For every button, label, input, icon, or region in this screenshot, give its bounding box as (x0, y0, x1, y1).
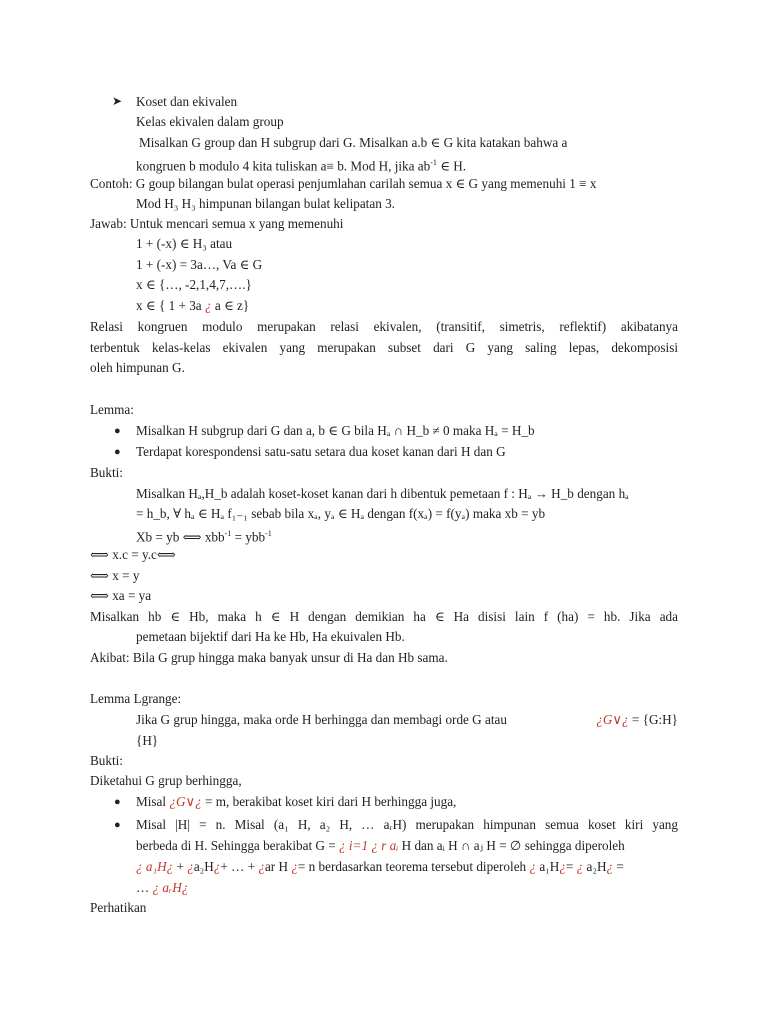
proof-heading: Bukti: (90, 753, 123, 768)
text-line: kongruen b modulo 4 kita tuliskan a≡ b. Mod H, jika $ab^{-1}$ ∈ H. (136, 158, 467, 174)
text-line: Perhatikan (90, 900, 147, 915)
lemma-heading: Lemma: (90, 402, 134, 417)
bullet-icon: ● (114, 425, 121, 437)
math-line: ⟺ xa = ya (90, 588, 152, 603)
text-line: {H} (136, 733, 159, 748)
list-item: Misal ¿G∨¿ = m, berakibat koset kiri dari H berhingga juga, (136, 794, 457, 809)
bullet-icon: ● (114, 446, 121, 458)
text-line: Misalkan G group dan H subgrup dari G. Misalkan a.b ∈ G kita katakan bahwa a (139, 135, 568, 150)
bullet-icon: ● (114, 796, 121, 808)
text-line: = h_b, ∀ hₐ ∈ Hₐ f₁₋₁ sebab bila xₐ, yₐ ∈ Hₐ dengan f(xₐ) = f(yₐ) maka xb = yb (136, 506, 546, 521)
list-item: Terdapat korespondensi satu-satu setara dua koset kanan dari H dan G (136, 444, 506, 459)
proof-heading: Bukti: (90, 465, 123, 480)
text-line: Misalkan Hₐ,H_b adalah koset-koset kanan dari h dibentuk pemetaan f : Hₐ → H_b dengan hₐ (136, 486, 629, 501)
math-line: ⟺ x.c = y.c⟺ (90, 547, 176, 562)
heading-koset: Koset dan ekivalen (136, 94, 238, 109)
math-line: x ∈ { 1 + 3a ¿ a ∈ z} (136, 298, 250, 313)
answer-line: Jawab: Untuk mencari semua x yang memenuhi (90, 216, 344, 231)
text-line: Diketahui G grup berhingga, (90, 773, 242, 788)
math-line: 1 + (-x) ∈ H₃ atau (136, 236, 233, 251)
paragraph-line: Relasi kongruen modulo merupakan relasi ekivalen, (transitif, simetris, reflektif) akibatanya (90, 319, 678, 334)
text-line: Jika G grup hingga, maka orde H berhingga dan membagi orde G atau ¿G∨¿ = {G:H} (136, 712, 678, 727)
paragraph-line: Misalkan hb ∈ Hb, maka h ∈ H dengan demikian ha ∈ Ha disisi lain f (ha) = hb. Jika ada (90, 609, 678, 624)
math-line: ⟺ x = y (90, 568, 140, 583)
paragraph-line: pemetaan bijektif dari Ha ke Hb, Ha ekuivalen Hb. (136, 629, 405, 644)
list-item: Misal |H| = n. Misal (a₁ H, a₂ H, … aᵣH) merupakan himpunan semua koset kiri yang (136, 817, 678, 832)
math-line: x ∈ {…, -2,1,4,7,….} (136, 277, 252, 292)
math-line: Xb = yb ⟺ xbb$^{-1}$ = ybb$^{-1}$ (136, 529, 272, 545)
list-item-cont: … ¿ aᵣH¿ (136, 880, 189, 895)
list-item-cont: berbeda di H. Sehingga berakibat G = ¿ i=1 ¿ r aᵢ H dan aᵢ H ∩ aⱼ H = ∅ sehingga diperoleh (136, 838, 625, 853)
paragraph-line: terbentuk kelas-kelas ekivalen yang merupakan subset dari G yang saling lepas, dekomposisi (90, 340, 678, 355)
paragraph-line: oleh himpunan G. (90, 360, 185, 375)
list-item-cont: ¿ a₁H¿ + ¿a₂H¿+ … + ¿ar H ¿= n berdasarkan teorema tersebut diperoleh ¿ a₁H¿= ¿ a₂H¿ = (136, 859, 624, 874)
subheading-kelas: Kelas ekivalen dalam group (136, 114, 284, 129)
corollary-line: Akibat: Bila G grup hingga maka banyak unsur di Ha dan Hb sama. (90, 650, 448, 665)
bullet-icon: ● (114, 819, 121, 831)
text-line: Mod H₃ H₃ himpunan bilangan bulat kelipatan 3. (136, 196, 395, 211)
list-item: Misalkan H subgrup dari G dan a, b ∈ G bila Hₐ ∩ H_b ≠ 0 maka Hₐ = H_b (136, 423, 535, 438)
example-line: Contoh: G goup bilangan bulat operasi penjumlahan carilah semua x ∈ G yang memenuhi 1 ≡ x (90, 176, 597, 191)
lemma-lagrange-heading: Lemma Lgrange: (90, 691, 182, 706)
arrow-bullet-icon: ➤ (112, 94, 123, 108)
math-line: 1 + (-x) = 3a…, Va ∈ G (136, 257, 263, 272)
